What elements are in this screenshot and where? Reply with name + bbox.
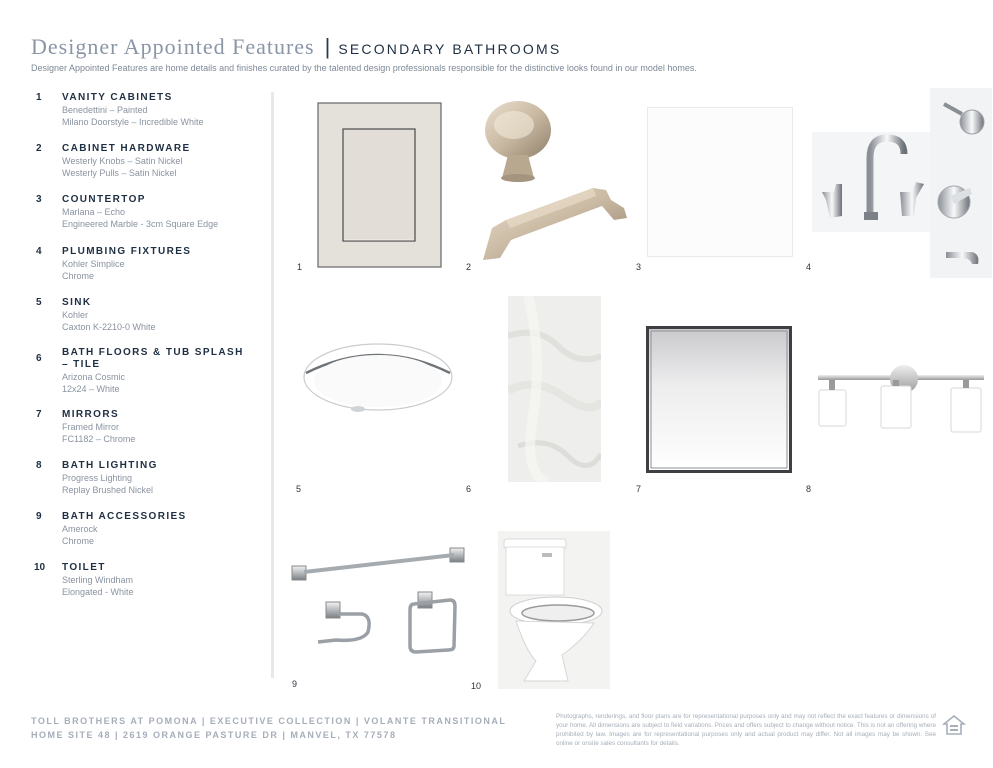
- feature-detail: Engineered Marble - 3cm Square Edge: [62, 219, 219, 229]
- toilet-image: [498, 531, 610, 689]
- feature-item-bath-accessories: [36, 511, 266, 562]
- floor-tile-image: [508, 296, 601, 482]
- footer-disclaimer: Photographs, renderings, and floor plans are for representational purposes only and may not reflect the exact features or dimensions of your home. All dimensions are subject to field variations. Prices and offers subject to change without notice. This is not an offering where prohibited by law. Images are for representational purposes only and actual product may differ. Not all images may be shown. See online or onsite sales consultants for details.: [556, 713, 936, 747]
- feature-detail: Caxton K-2210-0 White: [62, 322, 156, 332]
- feature-item-vanity-cabinets: [36, 92, 266, 143]
- feature-detail: Framed Mirror: [62, 422, 120, 432]
- feature-name: SINK: [62, 297, 92, 308]
- feature-detail: Sterling Windham: [62, 575, 134, 585]
- sink-image: [302, 343, 454, 417]
- feature-detail: Elongated - White: [62, 587, 134, 597]
- title-separator: |: [324, 34, 331, 59]
- feature-detail: Benedettini – Painted: [62, 105, 148, 115]
- feature-detail: Milano Doorstyle – Incredible White: [62, 117, 204, 127]
- feature-number: 4: [36, 246, 42, 257]
- feature-number: 1: [36, 92, 42, 103]
- page-title: Designer Appointed Features: [31, 34, 315, 59]
- feature-item-sink: [36, 297, 266, 347]
- image-label-1: 1: [297, 262, 303, 272]
- feature-name: MIRRORS: [62, 409, 120, 420]
- feature-detail: Kohler: [62, 310, 89, 320]
- feature-detail: FC1182 – Chrome: [62, 434, 136, 444]
- feature-item-cabinet-hardware: [36, 143, 266, 194]
- feature-number: 8: [36, 460, 42, 471]
- feature-name: VANITY CABINETS: [62, 92, 173, 103]
- feature-name: COUNTERTOP: [62, 194, 146, 205]
- feature-detail: Replay Brushed Nickel: [62, 485, 154, 495]
- image-label-4: 4: [806, 262, 812, 272]
- feature-number: 7: [36, 409, 42, 420]
- column-divider: [271, 92, 274, 678]
- feature-number: 5: [36, 297, 42, 308]
- bath-lighting-image: [815, 362, 987, 434]
- feature-detail: Chrome: [62, 536, 95, 546]
- equal-housing-icon: [942, 714, 966, 741]
- feature-item-bath-lighting: [36, 460, 266, 511]
- feature-number: 6: [36, 353, 42, 364]
- footer-community-line: TOLL BROTHERS AT POMONA | EXECUTIVE COLLECTION | VOLANTE TRANSITIONAL: [31, 716, 507, 726]
- bath-accessories-image: [290, 544, 472, 656]
- feature-name: PLUMBING FIXTURES: [62, 246, 192, 257]
- feature-detail: Amerock: [62, 524, 98, 534]
- cabinet-hardware-image: [478, 100, 630, 268]
- feature-item-toilet: [36, 562, 266, 602]
- image-label-7: 7: [636, 484, 642, 494]
- image-label-3: 3: [636, 262, 642, 272]
- page-header: [31, 34, 561, 60]
- feature-detail: Progress Lighting: [62, 473, 133, 483]
- feature-detail: Chrome: [62, 271, 95, 281]
- footer-address: [31, 714, 506, 742]
- feature-name: BATH LIGHTING: [62, 460, 158, 471]
- feature-detail: 12x24 – White: [62, 384, 120, 394]
- feature-name: BATH FLOORS & TUB SPLASH – TILE: [62, 347, 244, 370]
- feature-detail: Westerly Knobs – Satin Nickel: [62, 156, 183, 166]
- feature-item-mirrors: [36, 409, 266, 460]
- image-label-5: 5: [296, 484, 302, 494]
- footer-homesite-line: HOME SITE 48 | 2619 ORANGE PASTURE DR | MANVEL, TX 77578: [31, 730, 397, 740]
- image-label-9: 9: [292, 679, 298, 689]
- plumbing-fixtures-image: [812, 88, 992, 278]
- feature-list: [36, 92, 266, 602]
- feature-item-bath-floors-tile: [36, 347, 266, 409]
- countertop-sample-image: [647, 107, 793, 257]
- feature-detail: Marlana – Echo: [62, 207, 126, 217]
- image-label-10: 10: [471, 681, 482, 691]
- feature-number: 9: [36, 511, 42, 522]
- feature-detail: Kohler Simplice: [62, 259, 125, 269]
- feature-name: BATH ACCESSORIES: [62, 511, 187, 522]
- section-title: SECONDARY BATHROOMS: [338, 41, 562, 57]
- feature-name: CABINET HARDWARE: [62, 143, 191, 154]
- feature-detail: Arizona Cosmic: [62, 372, 126, 382]
- feature-number: 10: [34, 562, 46, 573]
- page-subtitle: Designer Appointed Features are home details and finishes curated by the talented design professionals responsible for the distinctive looks found in our model homes.: [31, 63, 697, 73]
- feature-item-countertop: [36, 194, 266, 246]
- feature-number: 3: [36, 194, 42, 205]
- feature-number: 2: [36, 143, 42, 154]
- vanity-cabinet-door-image: [317, 102, 442, 268]
- image-label-6: 6: [466, 484, 472, 494]
- mirror-image: [646, 326, 792, 473]
- feature-detail: Westerly Pulls – Satin Nickel: [62, 168, 177, 178]
- feature-name: TOILET: [62, 562, 106, 573]
- feature-item-plumbing-fixtures: [36, 246, 266, 297]
- image-label-8: 8: [806, 484, 812, 494]
- image-label-2: 2: [466, 262, 472, 272]
